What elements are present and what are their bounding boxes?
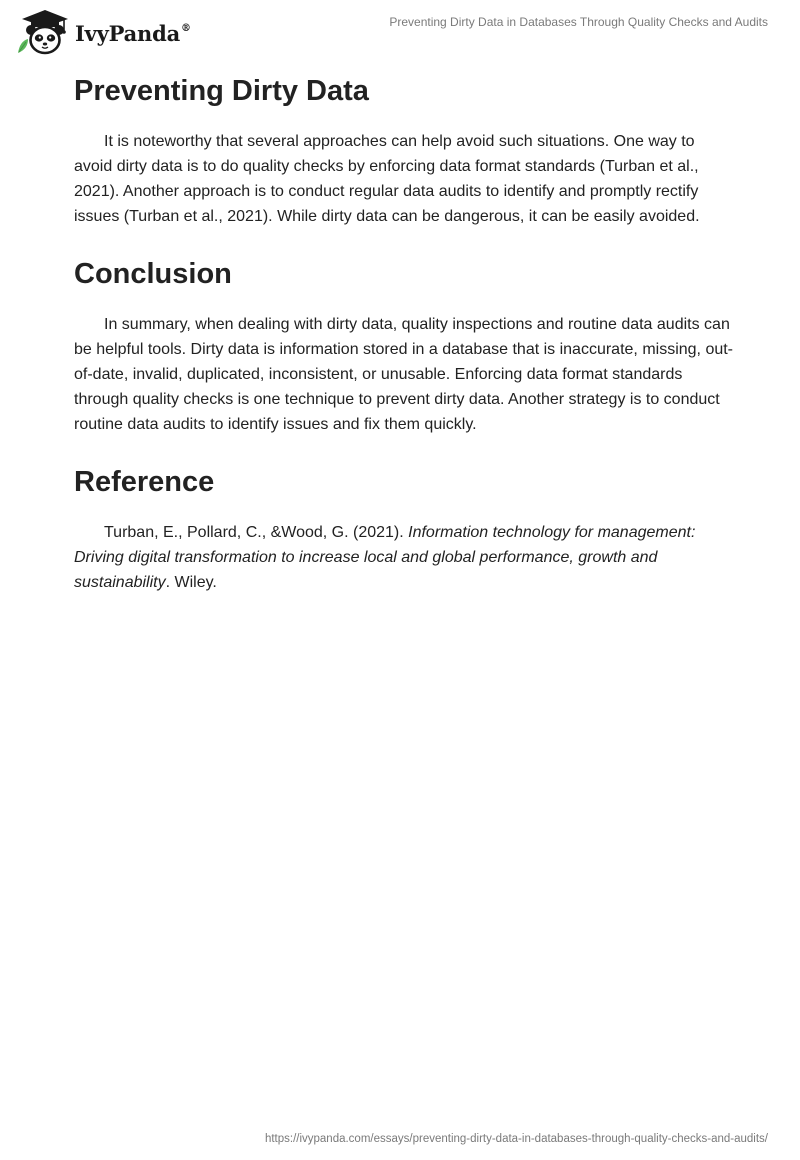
section-heading-preventing-dirty-data: Preventing Dirty Data [74,75,369,107]
footer-source-url[interactable]: https://ivypanda.com/essays/preventing-dirty-data-in-databases-through-quality-checks-and-audits/ [264,1133,768,1145]
section-paragraph-preventing-dirty-data: It is noteworthy that several approaches can help avoid such situations. One way to avoid dirty data is to do quality checks by enforcing data format standards (Turban et al., 2021). Another approach is to conduct regular data audits to identify and promptly rectify issues (Turban et al., 2021). While dirty data can be dangerous, it can be easily avoided. [74,133,700,225]
brand-name: IvyPanda® [75,20,191,46]
ivypanda-logo[interactable] [14,7,191,57]
reference-authors: Turban, E., Pollard, C., &Wood, G. (2021). [104,524,409,541]
reference-title: Information technology for management: Driving digital transformation to increase local and global performance, growth and sustainability [74,524,696,591]
panda-graduate-logo-icon [14,7,72,57]
document-title: Preventing Dirty Data in Databases Through Quality Checks and Audits [389,15,768,29]
section-heading-reference: Reference [74,466,215,498]
reference-entry [74,520,734,595]
page-header [0,0,800,60]
essay-content [74,68,734,595]
reference-publisher: . Wiley. [165,574,217,591]
section-heading-conclusion: Conclusion [74,258,232,290]
section-paragraph-conclusion: In summary, when dealing with dirty data, quality inspections and routine data audits can be helpful tools. Dirty data is information stored in a database that is inaccurate, missing, out-of-date, invalid, duplicated, inconsistent, or unusable. Enforcing data format standards through quality checks is one technique to prevent dirty data. Another strategy is to conduct routine data audits to identify issues and fix them quickly. [74,316,734,433]
